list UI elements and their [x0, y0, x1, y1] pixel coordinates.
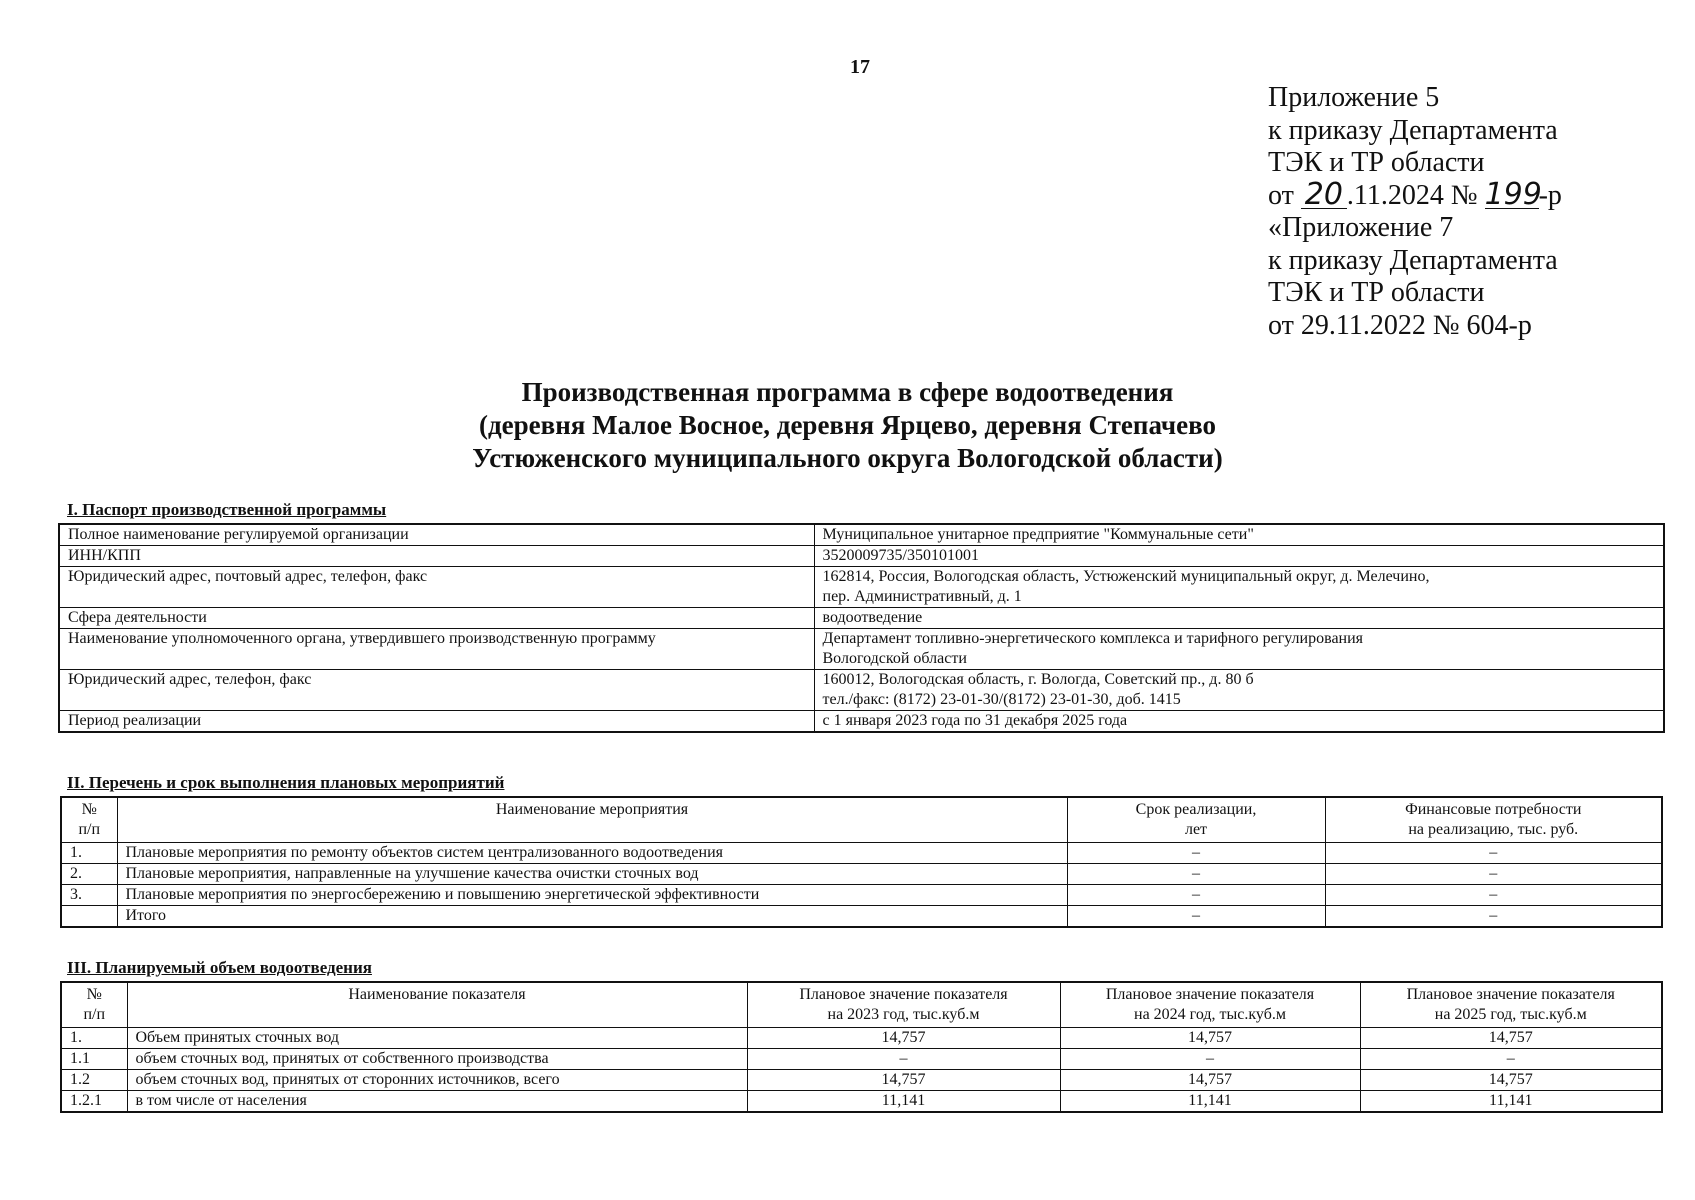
- row-num: [61, 906, 117, 928]
- value-2023: –: [747, 1049, 1060, 1070]
- row-name: Плановые мероприятия, направленные на улучшение качества очистки сточных вод: [117, 864, 1067, 885]
- passport-value: [814, 567, 1664, 608]
- table-row: [59, 629, 1664, 670]
- value-2025: 14,757: [1360, 1028, 1662, 1049]
- table-row: [59, 524, 1664, 546]
- passport-label: Наименование уполномоченного органа, утвердившего производственную программу: [59, 629, 814, 670]
- header-2025: [1360, 982, 1662, 1028]
- value-2024: 14,757: [1060, 1028, 1360, 1049]
- value-2023: 14,757: [747, 1070, 1060, 1091]
- header-term: [1067, 797, 1325, 843]
- title-line: (деревня Малое Восное, деревня Ярцево, деревня Степачево: [479, 410, 1216, 440]
- header-2024: [1060, 982, 1360, 1028]
- header-text: п/п: [78, 821, 101, 838]
- handwritten-day: 20: [1301, 182, 1347, 209]
- value-line: Департамент топливно-энергетического комплекса и тарифного регулирования: [822, 630, 1364, 647]
- row-term: –: [1067, 885, 1325, 906]
- header-num: [61, 982, 127, 1028]
- header-finance: [1325, 797, 1662, 843]
- header-text: Плановое значение показателя: [799, 986, 1008, 1003]
- handwritten-order-number: 199: [1484, 176, 1542, 212]
- page-number: 17: [850, 56, 870, 78]
- header-text: Срок реализации,: [1135, 801, 1257, 818]
- passport-label: Юридический адрес, почтовый адрес, телефон, факс: [59, 567, 814, 608]
- title-line: Производственная программа в сфере водоотведения: [521, 377, 1174, 407]
- header-text: лет: [1184, 821, 1208, 838]
- appendix-block: [1268, 82, 1562, 342]
- passport-label: Сфера деятельности: [59, 608, 814, 629]
- passport-label: Период реализации: [59, 711, 814, 733]
- appendix-order-date-line: [1268, 176, 1562, 213]
- appendix-line: ТЭК и ТР области: [1268, 277, 1485, 308]
- row-name: объем сточных вод, принятых от сторонних источников, всего: [127, 1070, 747, 1091]
- table-row: [61, 885, 1662, 906]
- row-term: –: [1067, 843, 1325, 864]
- row-name: Плановые мероприятия по ремонту объектов систем централизованного водоотведения: [117, 843, 1067, 864]
- table-row: [61, 1049, 1662, 1070]
- passport-value: водоотведение: [814, 608, 1664, 629]
- value-2023: 11,141: [747, 1091, 1060, 1113]
- section3-heading: III. Планируемый объем водоотведения: [67, 958, 372, 977]
- table-header-row: [61, 797, 1662, 843]
- value-2025: –: [1360, 1049, 1662, 1070]
- header-name: Наименование мероприятия: [117, 797, 1067, 843]
- header-text: Плановое значение показателя: [1406, 986, 1615, 1003]
- row-finance: –: [1325, 885, 1662, 906]
- document-title: [0, 376, 1695, 475]
- row-num: 2.: [61, 864, 117, 885]
- passport-label: Полное наименование регулируемой организации: [59, 524, 814, 546]
- header-text: №: [81, 801, 97, 818]
- row-finance: –: [1325, 843, 1662, 864]
- value-line: пер. Административный, д. 1: [822, 588, 1022, 605]
- table-row: [59, 670, 1664, 711]
- passport-value: [814, 670, 1664, 711]
- row-term: –: [1067, 864, 1325, 885]
- title-line: Устюженского муниципального округа Вологодской области): [472, 443, 1223, 473]
- order-date-middle: .11.2024 №: [1346, 179, 1478, 211]
- order-date-prefix: от: [1268, 179, 1294, 211]
- header-text: п/п: [83, 1006, 106, 1023]
- passport-label: Юридический адрес, телефон, факс: [59, 670, 814, 711]
- table-row: [59, 711, 1664, 733]
- appendix-line: к приказу Департамента: [1268, 114, 1558, 146]
- order-suffix: -р: [1538, 179, 1562, 211]
- header-text: №: [86, 986, 102, 1003]
- value-2024: 14,757: [1060, 1070, 1360, 1091]
- table-row: [59, 546, 1664, 567]
- appendix-line: от 29.11.2022 № 604-р: [1268, 309, 1532, 341]
- row-num: 1.: [61, 1028, 127, 1049]
- appendix-line: к приказу Департамента: [1268, 244, 1558, 276]
- value-2025: 11,141: [1360, 1091, 1662, 1113]
- value-line: тел./факс: (8172) 23-01-30/(8172) 23-01-30, доб. 1415: [822, 691, 1181, 708]
- header-name: Наименование показателя: [127, 982, 747, 1028]
- table-row: [61, 843, 1662, 864]
- table-row: [61, 1070, 1662, 1091]
- table-row: [61, 864, 1662, 885]
- header-text: на реализацию, тыс. руб.: [1408, 821, 1579, 838]
- header-text: на 2025 год, тыс.куб.м: [1434, 1006, 1587, 1023]
- row-name: Объем принятых сточных вод: [127, 1028, 747, 1049]
- table-row: [59, 608, 1664, 629]
- row-name: Итого: [117, 906, 1067, 928]
- passport-table: [58, 523, 1665, 733]
- table-header-row: [61, 982, 1662, 1028]
- row-finance: –: [1325, 864, 1662, 885]
- section1-heading: I. Паспорт производственной программы: [67, 500, 387, 519]
- row-num: 1.: [61, 843, 117, 864]
- header-text: на 2024 год, тыс.куб.м: [1134, 1006, 1286, 1023]
- header-text: Плановое значение показателя: [1105, 986, 1315, 1003]
- header-text: Финансовые потребности: [1405, 801, 1582, 818]
- appendix-line: «Приложение 7: [1268, 212, 1454, 243]
- appendix-line: Приложение 5: [1268, 82, 1440, 113]
- row-num: 1.2.1: [61, 1091, 127, 1113]
- header-num: [61, 797, 117, 843]
- value-2023: 14,757: [747, 1028, 1060, 1049]
- row-name: Плановые мероприятия по энергосбережению и повышению энергетической эффективности: [117, 885, 1067, 906]
- value-2024: 11,141: [1060, 1091, 1360, 1113]
- row-num: 3.: [61, 885, 117, 906]
- appendix-line: ТЭК и ТР области: [1268, 147, 1485, 178]
- passport-label: ИНН/КПП: [59, 546, 814, 567]
- passport-value: [814, 629, 1664, 670]
- row-name: в том числе от населения: [127, 1091, 747, 1113]
- value-line: Вологодской области: [822, 650, 967, 667]
- value-2024: –: [1060, 1049, 1360, 1070]
- table-row: [59, 567, 1664, 608]
- measures-table: [60, 796, 1663, 928]
- table-row: [61, 906, 1662, 928]
- table-row: [61, 1028, 1662, 1049]
- passport-value: 3520009735/350101001: [814, 546, 1664, 567]
- header-text: на 2023 год, тыс.куб.м: [827, 1006, 980, 1023]
- table-row: [61, 1091, 1662, 1113]
- row-num: 1.1: [61, 1049, 127, 1070]
- passport-value: с 1 января 2023 года по 31 декабря 2025 года: [814, 711, 1664, 733]
- row-num: 1.2: [61, 1070, 127, 1091]
- section2-heading: II. Перечень и срок выполнения плановых мероприятий: [67, 773, 505, 792]
- row-finance: –: [1325, 906, 1662, 928]
- volume-table: [60, 981, 1663, 1113]
- value-2025: 14,757: [1360, 1070, 1662, 1091]
- passport-value: Муниципальное унитарное предприятие "Коммунальные сети": [814, 524, 1664, 546]
- row-term: –: [1067, 906, 1325, 928]
- row-name: объем сточных вод, принятых от собственного производства: [127, 1049, 747, 1070]
- value-line: 162814, Россия, Вологодская область, Устюженский муниципальный округ, д. Мелечино,: [822, 568, 1430, 585]
- value-line: 160012, Вологодская область, г. Вологда, Советский пр., д. 80 б: [822, 671, 1254, 688]
- header-2023: [747, 982, 1060, 1028]
